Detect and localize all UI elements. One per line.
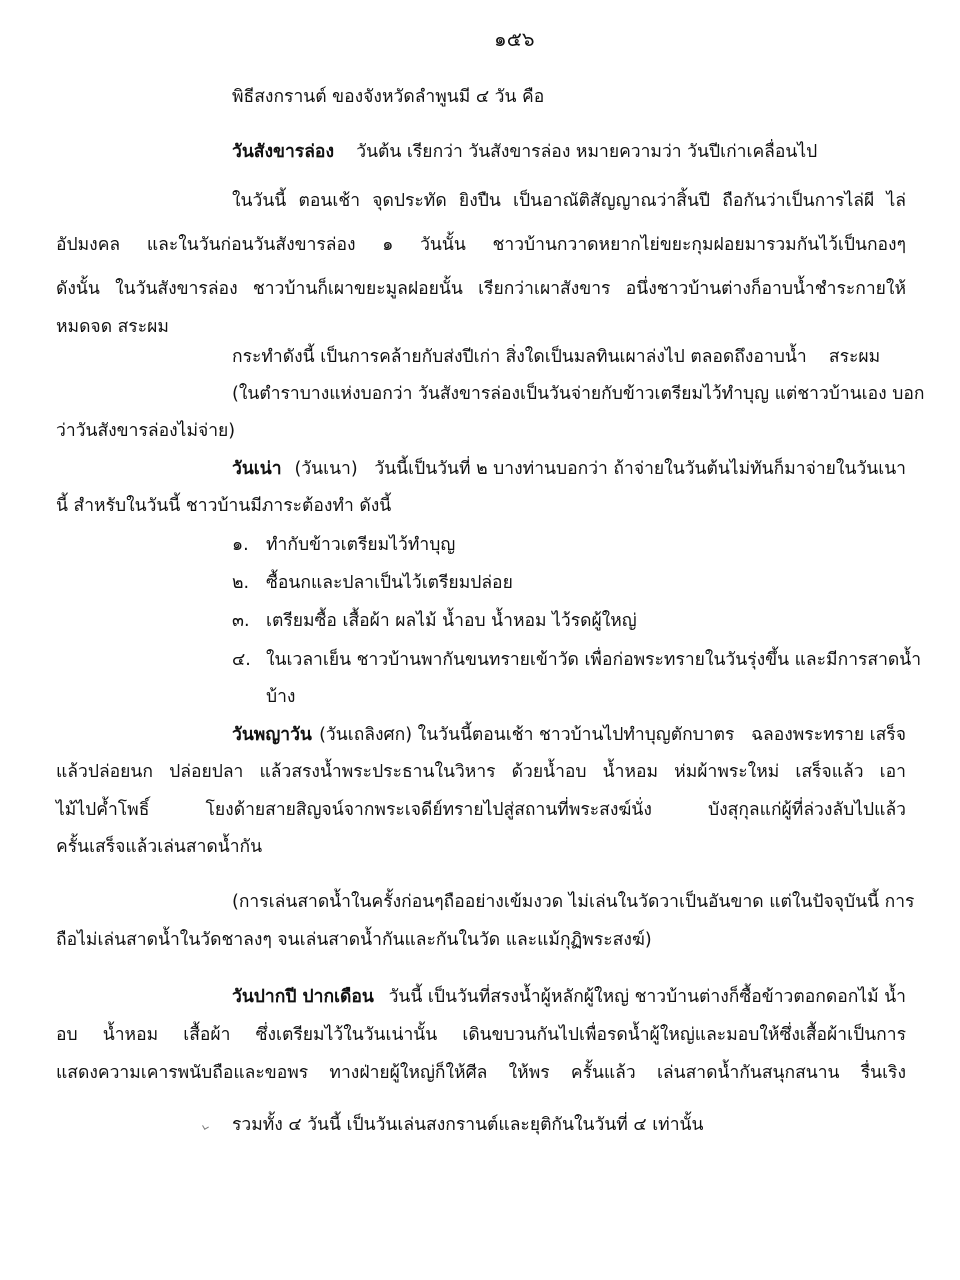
day4-title: วันปากปี ปากเดือน	[232, 987, 374, 1007]
day3-line1: (วันเถลิงศก) ในวันนี้ตอนเช้า ชาวบ้านไปทำบุญตักบาตร ฉลองพระทราย เสร็จ	[319, 725, 906, 745]
list-item-4	[232, 645, 921, 675]
list-item-1	[232, 530, 455, 560]
day2-title: วันเน่า	[232, 459, 282, 479]
day1-p3-line2: ว่าวันสังขารล่องไม่จ่าย)	[56, 421, 236, 441]
day1-p1-line4: หมดจด สระผม	[56, 317, 169, 337]
list-number: ๔.	[232, 650, 251, 670]
day1-p1-line1: ในวันนี้ ตอนเช้า จุดประทัด ยิงปืน เป็นอาณัติสัญญาณว่าสิ้นปี ถือกันว่าเป็นการไล่ผี ไล่	[232, 191, 906, 211]
day3-line2: แล้วปล่อยนก ปล่อยปลา แล้วสรงน้ำพระประธานในวิหาร ด้วยน้ำอบ น้ำหอม ห่มผ้าพระใหม่ เสร็จแล้ว เอา	[56, 762, 906, 782]
day4-line1: วันนี้ เป็นวันที่สรงน้ำผู้หลักผู้ใหญ่ ชาวบ้านต่างก็ซื้อข้าวตอกดอกไม้ น้ำ	[388, 987, 906, 1007]
day3-heading-line	[232, 720, 906, 750]
list-number: ๒.	[232, 573, 250, 593]
day1-p1-line2: อัปมงคล และในวันก่อนวันสังขารล่อง ๑ วันนั้น ชาวบ้านกวาดหยากไย่ขยะกุมฝอยมารวมกันไว้เป็นกองๆ	[56, 235, 906, 255]
day4-line3: แสดงความเคารพนับถือและขอพร ทางฝ่ายผู้ใหญ่ก็ให้ศีล ให้พร ครั้นแล้ว เล่นสาดน้ำกันสนุกสนาน รื่นเริง	[56, 1063, 906, 1083]
day2-heading-line	[232, 454, 906, 484]
list-text: ซื้อนกและปลาเป็นไว้เตรียมปล่อย	[266, 573, 513, 593]
day2-line2: นี้ สำหรับในวันนี้ ชาวบ้านมีภาระต้องทำ ดังนี้	[56, 496, 392, 516]
day1-p2: กระทำดังนี้ เป็นการคล้ายกับส่งปีเก่า สิ่งใดเป็นมลทินเผาล่งไป ตลอดถึงอาบน้ำ สระผม	[232, 347, 881, 367]
day3-note-line1: (การเล่นสาดน้ำในครั้งก่อนๆถืออย่างเข้มงวด ไม่เล่นในวัดวาเป็นอันขาด แต่ในปัจจุบันนี้ การ	[232, 892, 915, 912]
list-item-3	[232, 606, 637, 636]
day3-line3: ไม้ไปค้ำโพธิ์ โยงด้ายสายสิญจน์จากพระเจดีย์ทรายไปสู่สถานที่พระสงฆ์นั่ง บังสุกุลแก่ผู้ที่ล่วงลับไปแล้ว	[56, 800, 906, 820]
list-item-4-continuation: บ้าง	[266, 687, 296, 707]
day2-line1: (วันเนา) วันนี้เป็นวันที่ ๒ บางท่านบอกว่า ถ้าจ่ายในวันต้นไม่ทันก็มาจ่ายในวันเนา	[294, 459, 906, 479]
day4-heading-line	[232, 982, 906, 1012]
list-number: ๓.	[232, 611, 250, 631]
list-text: ทำกับข้าวเตรียมไว้ทำบุญ	[266, 535, 456, 555]
day4-line2: อบ น้ำหอม เสื้อผ้า ซึ่งเตรียมไว้ในวันเน่านั้น เดินขบวนกันไปเพื่อรดน้ำผู้ใหญ่และมอบให้ซึ่งเสื้อผ้าเป็นการ	[56, 1025, 906, 1045]
intro-line: พิธีสงกรานต์ ของจังหวัดลำพูนมี ๔ วัน คือ	[232, 87, 545, 107]
list-text: เตรียมซื้อ เสื้อผ้า ผลไม้ น้ำอบ น้ำหอม ไว้รดผู้ใหญ่	[266, 611, 637, 631]
day1-heading-line	[232, 137, 817, 167]
day3-note-line2: ถือไม่เล่นสาดน้ำในวัดชาลงๆ จนเล่นสาดน้ำกันและกันในวัด และแม้กุฏิพระสงฆ์)	[56, 930, 652, 950]
day1-title: วันสังขารล่อง	[232, 142, 334, 162]
list-item-2	[232, 568, 513, 598]
stray-mark	[202, 1123, 209, 1130]
list-text: ในเวลาเย็น ชาวบ้านพากันขนทรายเข้าวัด เพื่อก่อพระทรายในวันรุ่งขึ้น และมีการสาดน้ำ	[266, 650, 922, 670]
day3-line4: ครั้นเสร็จแล้วเล่นสาดน้ำกัน	[56, 837, 263, 857]
day3-title: วันพญาวัน	[232, 725, 312, 745]
day1-summary: วันต้น เรียกว่า วันสังขารล่อง หมายความว่า วันปีเก่าเคลื่อนไป	[356, 142, 818, 162]
day1-p1-line3: ดังนั้น ในวันสังขารล่อง ชาวบ้านก็เผาขยะมูลฝอยนั้น เรียกว่าเผาสังขาร อนึ่งชาวบ้านต่างก็อาบน้ำชำระกายให้	[56, 279, 906, 299]
day1-p3-line1: (ในตำราบางแห่งบอกว่า วันสังขารล่องเป็นวันจ่ายกับข้าวเตรียมไว้ทำบุญ แต่ชาวบ้านเอง บอก	[232, 384, 925, 404]
page-number: ๑๕๖	[494, 27, 535, 51]
conclusion-line: รวมทั้ง ๔ วันนี้ เป็นวันเล่นสงกรานต์และยุติกันในวันที่ ๔ เท่านั้น	[232, 1115, 704, 1135]
list-number: ๑.	[232, 535, 249, 555]
